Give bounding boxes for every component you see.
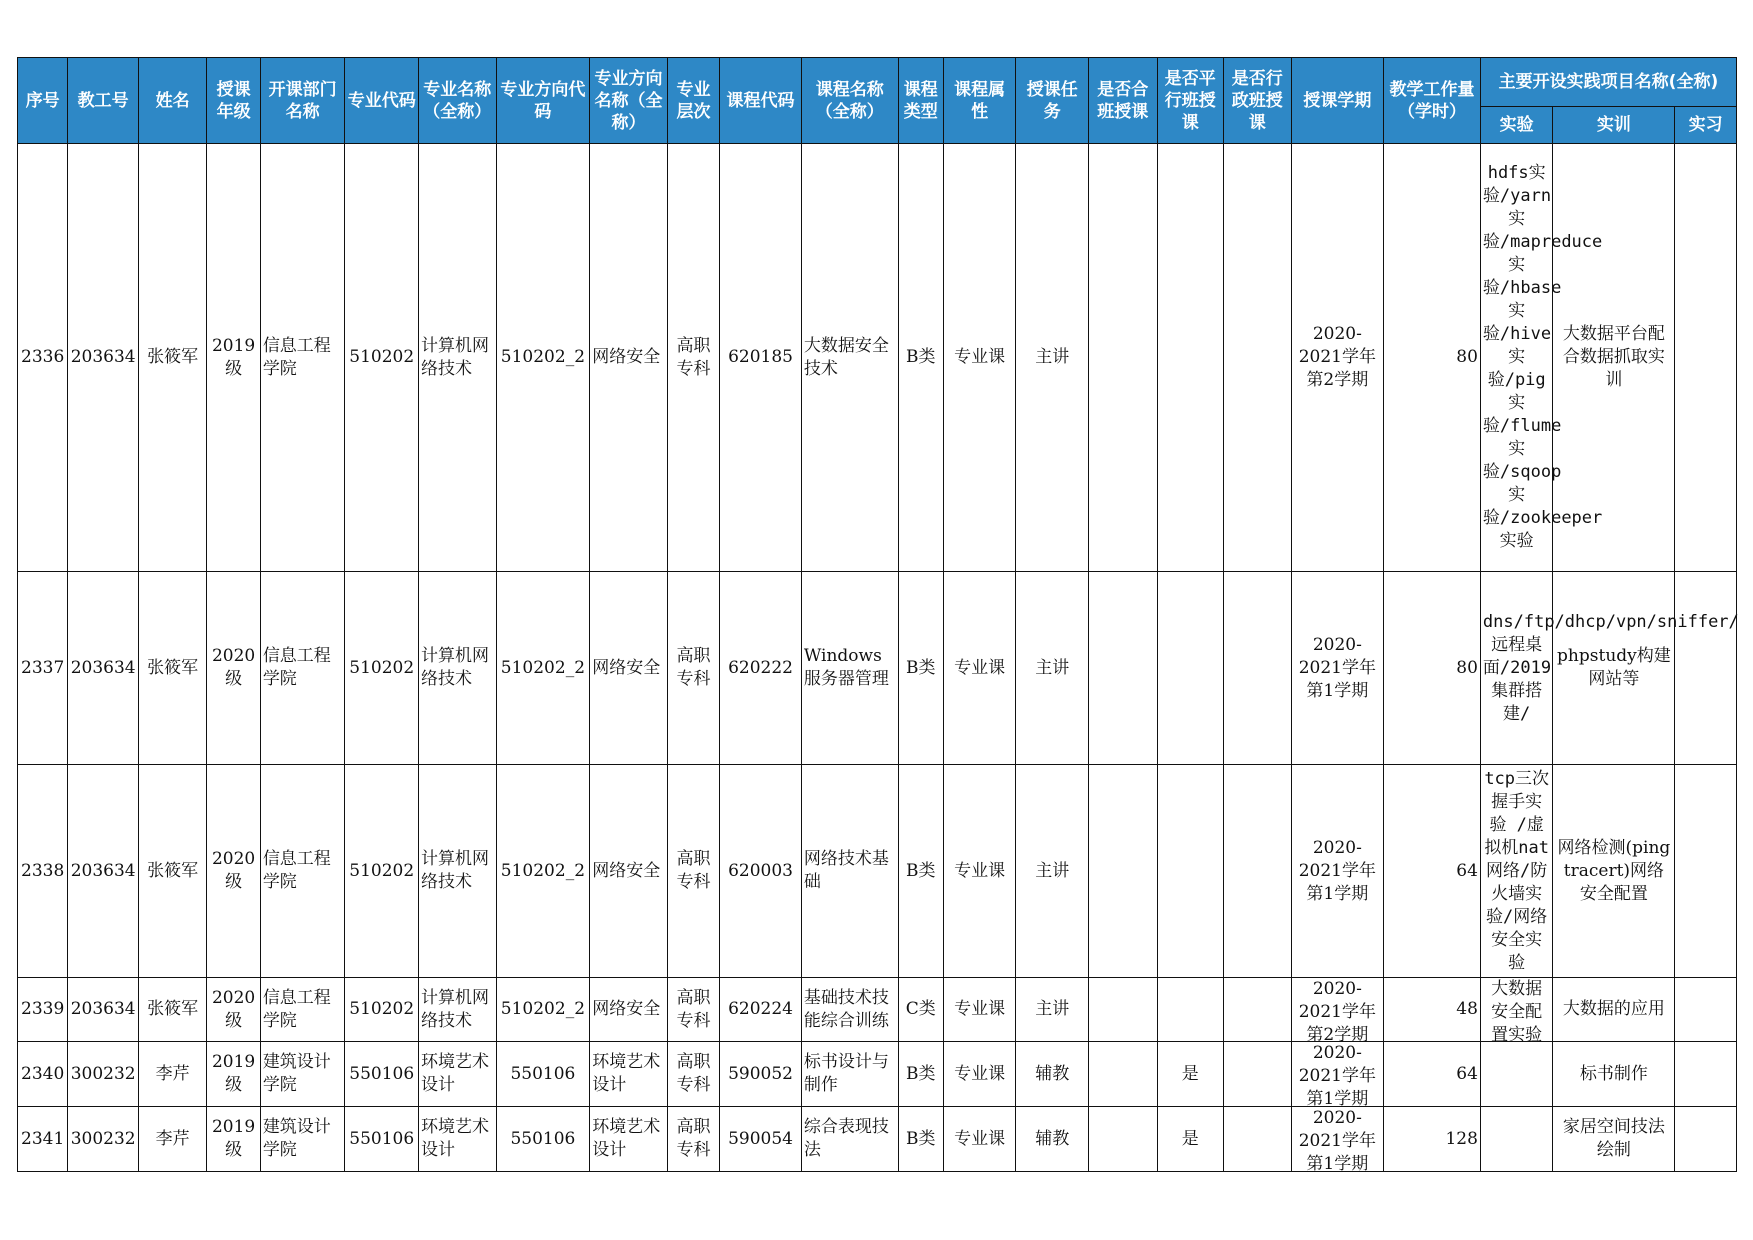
cell-text: 专业课 [954,1063,1006,1084]
cell-text: 2336 [21,347,65,367]
cell-text: 是 [1181,1128,1199,1149]
cell-workload [1384,1107,1481,1172]
cell-course-type [898,765,943,978]
cell-text: 80 [1456,657,1478,678]
header-dept: 开课部门名称 [260,58,345,144]
table-row [18,765,1737,978]
cell-text: 李芹 [155,1063,190,1084]
cell-parallel [1157,765,1224,978]
cell-course-type [898,1107,943,1172]
cell-text: 网络安全 [592,860,661,881]
cell-dir-code [496,978,590,1042]
cell-text: 计算机网络技术 [420,849,489,892]
cell-staff-id [68,1107,139,1172]
cell-text: C类 [905,999,936,1019]
cell-text: 专业课 [954,347,1006,367]
cell-parallel [1157,1107,1224,1172]
cell-course-name [801,1107,898,1172]
cell-text: 高职专科 [676,987,711,1031]
cell-text: 辅教 [1035,1128,1070,1149]
cell-text: 标书制作 [1579,1063,1648,1084]
cell-text: 高职专科 [676,335,711,379]
cell-text: 主讲 [1035,347,1070,367]
cell-dept [260,978,345,1042]
cell-major-code [345,1107,419,1172]
cell-parallel [1157,1042,1224,1107]
cell-major-code [345,144,419,572]
cell-term [1291,572,1384,765]
cell-course-name [801,144,898,572]
cell-grade [207,144,260,572]
cell-grade [207,1042,260,1107]
cell-level [667,572,719,765]
cell-level [667,978,719,1042]
cell-term [1291,978,1384,1045]
cell-staff-id [68,978,139,1042]
cell-text: 环境艺术设计 [592,1052,661,1095]
cell-course-name [801,765,898,978]
cell-internship [1675,572,1737,765]
cell-text: 620224 [728,999,793,1019]
cell-text: 2020-2021学年第1学期 [1298,634,1376,701]
header-training: 实训 [1553,107,1675,144]
cell-text: 590054 [728,1128,793,1149]
cell-major-code [345,572,419,765]
cell-course-code [720,144,802,572]
cell-text: 300232 [70,1063,136,1084]
cell-text: 510202_2 [500,347,586,367]
cell-text: 128 [1445,1128,1478,1149]
cell-course-type [898,144,943,572]
cell-text: 2020级 [211,646,256,689]
cell-text: 张筱军 [147,999,199,1019]
cell-course-name [801,572,898,765]
cell-major-name [418,572,496,765]
cell-text: 550106 [510,1063,576,1084]
header-course-code: 课程代码 [720,58,802,144]
cell-seq [18,1107,68,1172]
cell-admin [1224,1107,1292,1172]
cell-admin [1224,978,1292,1042]
cell-course-attr [943,572,1016,765]
cell-dept [260,765,345,978]
cell-term [1291,144,1384,572]
header-major-code: 专业代码 [345,58,419,144]
cell-text: 高职专科 [676,1117,711,1160]
cell-internship [1675,144,1737,572]
cell-dir-code [496,144,590,572]
cell-text: 主讲 [1035,860,1070,881]
cell-text: 48 [1456,999,1478,1019]
cell-workload [1384,978,1481,1042]
cell-training [1553,978,1675,1042]
cell-text: B类 [905,347,936,367]
cell-merged [1088,1107,1157,1172]
cell-task [1016,144,1089,572]
cell-text: 550106 [349,1128,415,1149]
cell-major-name [418,1042,496,1107]
cell-dir-code [496,1042,590,1107]
cell-dir-code [496,572,590,765]
cell-major-name [418,978,496,1042]
cell-text: 网络安全 [592,347,661,367]
table-row [18,572,1737,765]
cell-experiment [1480,978,1553,1045]
table-row [18,1042,1737,1107]
cell-term [1291,1107,1384,1172]
cell-staff-id [68,1042,139,1107]
header-term: 授课学期 [1291,58,1384,144]
cell-text: 专业课 [954,999,1006,1019]
cell-course-type [898,1042,943,1107]
cell-training [1553,765,1675,978]
cell-experiment [1480,765,1553,978]
cell-text: 大数据安全配置实验 [1491,979,1543,1045]
cell-text: 2338 [21,860,65,881]
cell-text: 300232 [70,1128,136,1149]
cell-parallel [1157,572,1224,765]
cell-task [1016,1042,1089,1107]
cell-text: 专业课 [954,860,1006,881]
cell-text: 550106 [349,1063,415,1084]
cell-workload [1384,144,1481,572]
cell-course-attr [943,978,1016,1042]
table-row [18,978,1737,1042]
cell-text: 信息工程学院 [262,987,331,1031]
header-task: 授课任务 [1016,58,1089,144]
cell-internship [1675,1107,1737,1172]
cell-dir-code [496,765,590,978]
cell-text: 网络安全 [592,999,661,1019]
cell-text: 网络检测(ping tracert)网络安全配置 [1557,837,1671,904]
cell-grade [207,978,260,1042]
header-course-attr: 课程属性 [943,58,1016,144]
cell-major-code [345,765,419,978]
cell-course-name [801,1042,898,1107]
cell-name [138,978,207,1042]
cell-dir-name [590,765,668,978]
cell-text: 2019级 [211,1052,256,1095]
cell-seq [18,144,68,572]
cell-level [667,1042,719,1107]
cell-text: 大数据平台配合数据抓取实训 [1562,324,1665,390]
cell-text: 辅教 [1035,1063,1070,1084]
header-direction-code: 专业方向代码 [496,58,590,144]
cell-dir-name [590,978,668,1042]
header-workload: 教学工作量（学时） [1384,58,1481,144]
cell-experiment [1480,1107,1553,1172]
cell-text: 基础技术技能综合训练 [803,987,889,1031]
cell-admin [1224,572,1292,765]
cell-text: 2019级 [211,1117,256,1160]
cell-dir-code [496,1107,590,1172]
cell-task [1016,978,1089,1042]
cell-major-name [418,144,496,572]
table-row [18,144,1737,572]
cell-text: 203634 [70,999,136,1019]
cell-course-attr [943,765,1016,978]
cell-name [138,1107,207,1172]
cell-admin [1224,1042,1292,1107]
cell-dept [260,1107,345,1172]
header-grade: 授课年级 [207,58,260,144]
cell-text: 环境艺术设计 [420,1052,489,1095]
cell-text: tcp三次握手实验 /虚拟机nat网络/防火墙实验/网络安全实验 [1484,768,1550,973]
cell-task [1016,1107,1089,1172]
cell-text: 信息工程学院 [262,849,331,892]
cell-seq [18,765,68,978]
cell-course-name [801,978,898,1042]
cell-text: 510202 [349,860,415,881]
cell-internship [1675,978,1737,1042]
cell-text: 2020级 [211,849,256,892]
cell-text: 张筱军 [147,860,199,881]
cell-staff-id [68,144,139,572]
cell-major-name [418,765,496,978]
cell-text: 是 [1181,1063,1199,1084]
cell-staff-id [68,765,139,978]
cell-merged [1088,765,1157,978]
cell-text: 2339 [21,999,65,1019]
cell-text: 620185 [728,347,793,367]
cell-text: 510202_2 [500,860,586,881]
cell-seq [18,1042,68,1107]
cell-term [1291,1042,1384,1107]
cell-text: B类 [905,657,936,678]
cell-text: 环境艺术设计 [592,1117,661,1160]
table-row [18,1107,1737,1172]
cell-task [1016,765,1089,978]
cell-major-code [345,978,419,1042]
cell-text: 计算机网络技术 [420,646,489,689]
cell-text: 2020-2021学年第2学期 [1298,979,1376,1045]
cell-name [138,1042,207,1107]
cell-text: 2340 [21,1063,65,1084]
cell-seq [18,978,68,1042]
cell-merged [1088,144,1157,572]
cell-grade [207,1107,260,1172]
cell-internship [1675,765,1737,978]
cell-text: B类 [905,860,936,881]
cell-text: dns/ftp/dhcp/vpn/sniffer/ 远程桌面/2019集群搭建/ [1482,611,1739,724]
header-admin-class: 是否行政班授课 [1224,58,1292,144]
cell-text: B类 [905,1128,936,1149]
cell-level [667,1107,719,1172]
header-course-type: 课程类型 [898,58,943,144]
cell-text: Windows服务器管理 [803,646,889,689]
cell-parallel [1157,978,1224,1042]
cell-text: 建筑设计学院 [262,1117,331,1160]
cell-text: 550106 [510,1128,576,1149]
cell-course-type [898,978,943,1042]
cell-dir-name [590,1107,668,1172]
cell-name [138,765,207,978]
cell-text: 信息工程学院 [262,335,331,379]
header-major-name: 专业名称（全称） [418,58,496,144]
cell-text: 510202_2 [500,999,586,1019]
cell-text: 203634 [70,347,136,367]
header-level: 专业层次 [667,58,719,144]
cell-course-code [720,978,802,1042]
cell-merged [1088,978,1157,1042]
header-experiment: 实验 [1480,107,1553,144]
cell-text: 网络安全 [592,657,661,678]
cell-dept [260,144,345,572]
cell-text: 李芹 [155,1128,190,1149]
header-internship: 实习 [1675,107,1737,144]
cell-text: 64 [1456,1063,1478,1084]
cell-workload [1384,765,1481,978]
cell-text: 高职专科 [676,849,711,892]
cell-text: 高职专科 [676,1052,711,1095]
cell-text: 专业课 [954,657,1006,678]
cell-level [667,765,719,978]
cell-text: 大数据安全技术 [803,335,889,379]
cell-name [138,144,207,572]
cell-dir-name [590,1042,668,1107]
cell-course-code [720,765,802,978]
cell-text: 620003 [728,860,793,881]
cell-text: B类 [905,1063,936,1084]
cell-text: 高职专科 [676,646,711,689]
cell-text: 2020-2021学年第1学期 [1298,1043,1376,1109]
cell-text: 510202 [349,347,415,367]
cell-grade [207,572,260,765]
cell-text: 2020-2021学年第1学期 [1298,1108,1376,1174]
cell-text: 主讲 [1035,657,1070,678]
cell-seq [18,572,68,765]
cell-course-type [898,572,943,765]
cell-text: 64 [1456,860,1478,881]
cell-text: 510202 [349,999,415,1019]
cell-text: 张筱军 [147,657,199,678]
cell-level [667,144,719,572]
cell-text: hdfs实验/yarn实验/mapreduce实验/hbase实验/hive实验/pig实验/flume实验/sqoop实验/zookeeper实验 [1482,163,1603,551]
cell-text: 信息工程学院 [262,646,331,689]
cell-text: 510202_2 [500,657,586,678]
cell-course-attr [943,144,1016,572]
header-name: 姓名 [138,58,207,144]
cell-dir-name [590,144,668,572]
cell-workload [1384,572,1481,765]
cell-merged [1088,1042,1157,1107]
cell-text: 80 [1456,347,1478,367]
cell-text: 2020-2021学年第2学期 [1298,324,1376,390]
cell-admin [1224,765,1292,978]
header-parallel-class: 是否平行班授课 [1157,58,1224,144]
cell-training [1553,572,1675,765]
cell-name [138,572,207,765]
cell-text: 计算机网络技术 [420,987,489,1031]
cell-admin [1224,144,1292,572]
cell-text: 家居空间技法绘制 [1562,1117,1665,1160]
cell-term [1291,765,1384,978]
cell-text: 510202 [349,657,415,678]
header-staff-id: 教工号 [68,58,139,144]
cell-text: 203634 [70,860,136,881]
cell-course-code [720,1107,802,1172]
cell-text: 590052 [728,1063,793,1084]
cell-course-attr [943,1042,1016,1107]
cell-text: 2337 [21,657,65,678]
cell-text: 主讲 [1035,999,1070,1019]
cell-text: 620222 [728,657,793,678]
cell-text: 张筱军 [147,347,199,367]
cell-task [1016,572,1089,765]
cell-major-code [345,1042,419,1107]
cell-grade [207,765,260,978]
cell-text: 环境艺术设计 [420,1117,489,1160]
cell-experiment [1480,144,1603,572]
cell-text: 专业课 [954,1128,1006,1149]
cell-text: 2341 [21,1128,65,1149]
cell-text: 综合表现技法 [803,1117,889,1160]
cell-text: 建筑设计学院 [262,1052,331,1095]
header-practice-group: 主要开设实践项目名称(全称) [1480,58,1736,107]
cell-text: 2020级 [211,987,256,1031]
cell-course-attr [943,1107,1016,1172]
cell-course-code [720,1042,802,1107]
cell-training [1553,1042,1675,1107]
header-seq: 序号 [18,58,68,144]
cell-text: 203634 [70,657,136,678]
cell-text: phpstudy构建网站等 [1557,646,1671,689]
cell-text: 2019级 [211,335,256,379]
cell-parallel [1157,144,1224,572]
cell-text: 2020-2021学年第1学期 [1298,837,1376,904]
cell-text: 标书设计与制作 [803,1052,889,1095]
cell-dept [260,1042,345,1107]
header-course-name: 课程名称（全称） [801,58,898,144]
cell-training [1553,1107,1675,1172]
header-merged-class: 是否合班授课 [1088,58,1157,144]
cell-merged [1088,572,1157,765]
cell-dir-name [590,572,668,765]
cell-course-code [720,572,802,765]
teaching-record-table [17,57,1737,1172]
cell-workload [1384,1042,1481,1107]
cell-internship [1675,1042,1737,1107]
cell-experiment [1480,1042,1553,1107]
header-direction-name: 专业方向名称（全称） [590,58,668,144]
cell-text: 计算机网络技术 [420,335,489,379]
cell-text: 网络技术基础 [803,849,889,892]
cell-staff-id [68,572,139,765]
cell-dept [260,572,345,765]
cell-text: 大数据的应用 [1562,999,1665,1019]
cell-major-name [418,1107,496,1172]
